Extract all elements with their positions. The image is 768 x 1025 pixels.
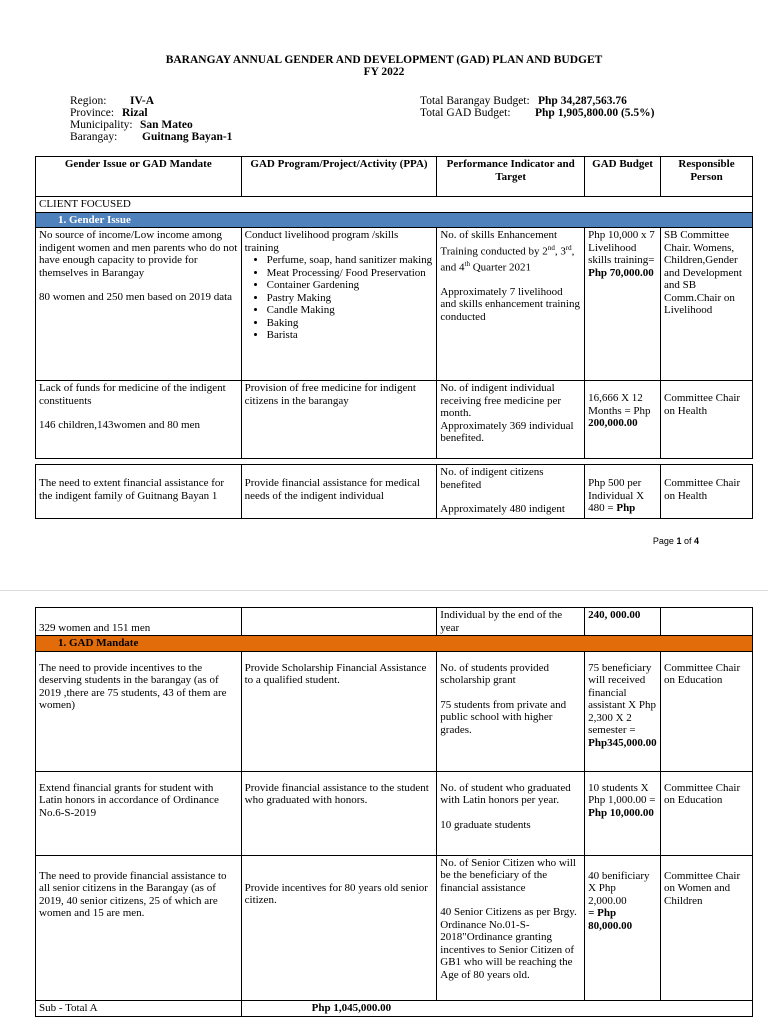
table-row: [36, 855, 753, 1000]
issue-cell: 329 women and 151 men: [36, 608, 242, 636]
budget-amount: 200,000.00: [588, 417, 638, 429]
list-item: • Pastry Making: [267, 292, 434, 305]
column-header: Performance Indicator and Target: [437, 157, 585, 197]
indicator-text: No. of indigent individual receiving free medicine per month.: [440, 382, 561, 419]
indicator-text: No. of skills Enhancement Training conducted by 2nd, 3rd, and 4th Quarter 2021: [440, 229, 575, 274]
municipality-value: San Mateo: [140, 119, 193, 131]
province-value: Rizal: [122, 107, 148, 119]
budget-text: Php 500 per Individual X 480 =: [588, 477, 645, 514]
budget-amount: Php 10,000.00: [588, 806, 654, 819]
table-row: [36, 651, 753, 771]
document-title: BARANGAY ANNUAL GENDER AND DEVELOPMENT (GAD) PLAN AND BUDGET: [165, 54, 603, 66]
issue-data: 80 women and 250 men based on 2019 data: [39, 291, 233, 303]
indicator-target: Approximately 7 livelihood and skills enhancement training conducted: [440, 285, 580, 323]
ppa-cell: [241, 608, 437, 636]
issue-cell: The need to extent financial assistance for the indigent family of Guitnang Bayan 1: [36, 465, 242, 519]
barangay-label: Barangay:: [70, 131, 118, 143]
indicator-cell: [437, 855, 585, 1000]
client-focused-row: [36, 197, 753, 213]
ppa-cell: Provide incentives for 80 years old senior citizen.: [241, 855, 437, 1000]
responsible-cell: SB Committee Chair. Womens, Children,Gender and Development and SB Comm.Chair on Livelihood: [661, 228, 753, 381]
ppa-cell: Provide financial assistance to the student who graduated with honors.: [241, 771, 437, 855]
budget-amount: Php345,000.00: [588, 736, 657, 749]
subtotal-label: Sub - Total A: [36, 1000, 242, 1016]
gad-plan-table: [35, 156, 753, 459]
table-row: [36, 465, 753, 519]
table-row: [36, 608, 753, 636]
list-item: • Perfume, soap, hand sanitizer making: [267, 254, 434, 267]
table-row: [36, 381, 753, 459]
indicator-target: 75 students from private and public school with higher grades.: [440, 698, 567, 736]
subtotal-value: Php 1,045,000.00: [241, 1000, 752, 1016]
list-item: • Baking: [267, 317, 434, 330]
fiscal-year: FY 2022: [363, 66, 405, 78]
budget-text: 16,666 X 12 Months = Php: [588, 392, 651, 417]
budget-info: [420, 95, 654, 119]
ppa-cell: [241, 228, 437, 381]
issue-text: No source of income/Low income among indigent women and men parents who do not have enough capacity to provide for themselves in Barangay: [39, 229, 238, 279]
gad-plan-table-continued: [35, 464, 753, 519]
indicator-text: No. of students provided scholarship grant: [440, 661, 550, 686]
budget-cell: 240, 000.00: [585, 608, 661, 636]
budget-cell: [585, 651, 661, 771]
indicator-cell: [437, 651, 585, 771]
gad-mandate-bar: [36, 636, 753, 652]
issue-cell: Extend financial grants for student with Latin honors in accordance of Ordinance No.6-S-2019: [36, 771, 242, 855]
location-info: [70, 95, 232, 143]
training-list: [245, 254, 434, 342]
list-item: • Meat Processing/ Food Preservation: [267, 267, 434, 280]
region-value: IV-A: [130, 95, 155, 107]
column-header: Gender Issue or GAD Mandate: [36, 157, 242, 197]
budget-cell: [585, 228, 661, 381]
responsible-cell: [661, 608, 753, 636]
budget-cell: [585, 771, 661, 855]
barangay-value: Guitnang Bayan-1: [142, 131, 233, 143]
ppa-cell: Provide financial assistance for medical needs of the indigent individual: [241, 465, 437, 519]
gender-issue-label: 1. Gender Issue: [36, 212, 753, 228]
indicator-text: No. of indigent citizens benefited: [440, 466, 544, 491]
table-row: [36, 771, 753, 855]
budget-cell: [585, 855, 661, 1000]
gender-issue-bar: [36, 212, 753, 228]
responsible-cell: Committee Chair on Education: [661, 651, 753, 771]
budget-text: 75 beneficiary will received financial assistant X Php 2,300 X 2 semester =: [588, 661, 656, 736]
subtotal-row: [36, 1000, 753, 1016]
page-number: Page 1 of 4: [652, 536, 699, 546]
issue-cell: [36, 381, 242, 459]
province-label: Province:: [70, 107, 115, 119]
region-label: Region:: [70, 95, 107, 107]
ppa-cell: Provision of free medicine for indigent citizens in the barangay: [241, 381, 437, 459]
budget-text: Php 10,000 x 7 Livelihood skills training=: [588, 229, 655, 266]
column-header: GAD Budget: [585, 157, 661, 197]
budget-amount: Php: [616, 502, 636, 514]
list-item: • Container Gardening: [267, 279, 434, 292]
issue-cell: [36, 228, 242, 381]
table-header-row: [36, 157, 753, 197]
document-page-2: [0, 590, 768, 1025]
indicator-text: No. of student who graduated with Latin honors per year.: [440, 781, 571, 806]
column-header: GAD Program/Project/Activity (PPA): [241, 157, 437, 197]
ppa-text: Conduct livelihood program /skills training: [244, 229, 399, 254]
budget-text: 40 benificiary X Php 2,000.00: [588, 869, 650, 907]
issue-text: Lack of funds for medicine of the indigent constituents: [39, 382, 226, 407]
budget-cell: [585, 381, 661, 459]
responsible-cell: Committee Chair on Education: [661, 771, 753, 855]
total-gad-label: Total GAD Budget:: [420, 107, 511, 119]
column-header: Responsible Person: [661, 157, 753, 197]
responsible-cell: Committee Chair on Health: [661, 465, 753, 519]
budget-amount: = Php 80,000.00: [588, 907, 633, 932]
indicator-cell: [437, 465, 585, 519]
indicator-cell: [437, 228, 585, 381]
budget-amount: Php 70,000.00: [588, 266, 654, 279]
client-focused-label: CLIENT FOCUSED: [36, 197, 753, 213]
issue-cell: The need to provide incentives to the deserving students in the barangay (as of 2019 ,there are 75 students, 43 of them are women): [36, 651, 242, 771]
municipality-label: Municipality:: [70, 119, 133, 131]
indicator-text: No. of Senior Citizen who will be the beneficiary of the financial assistance: [440, 856, 576, 894]
ppa-cell: Provide Scholarship Financial Assistance to a qualified student.: [241, 651, 437, 771]
indicator-target: Approximately 369 individual benefited.: [440, 419, 574, 444]
budget-text: 10 students X Php 1,000.00 =: [588, 781, 656, 806]
total-budget-label: Total Barangay Budget:: [420, 95, 530, 107]
responsible-text: Committee Chair on Health: [664, 392, 741, 417]
gad-plan-table-page2: [35, 607, 753, 1017]
indicator-target: 40 Senior Citizens as per Brgy. Ordinance No.01-S-2018"Ordinance granting incentives to Senior Citizen of GB1 who will be reaching the Age of 80 years old.: [440, 906, 577, 981]
list-item: • Barista: [267, 329, 434, 342]
responsible-cell: [661, 381, 753, 459]
list-item: • Candle Making: [267, 304, 434, 317]
gad-mandate-label: 1. GAD Mandate: [36, 636, 753, 652]
total-gad-value: Php 1,905,800.00 (5.5%): [535, 107, 655, 119]
responsible-cell: Committee Chair on Women and Children: [661, 855, 753, 1000]
total-budget-value: Php 34,287,563.76: [538, 95, 627, 107]
indicator-target: Approximately 480 indigent: [440, 503, 565, 515]
indicator-cell: [437, 381, 585, 459]
indicator-cell: Individual by the end of the year: [437, 608, 585, 636]
budget-cell: [585, 465, 661, 519]
issue-cell: The need to provide financial assistance to all senior citizens in the Barangay (as of 2019, 40 senior citizens, 25 of which are women and 15 are men.: [36, 855, 242, 1000]
issue-data: 146 children,143women and 80 men: [39, 419, 200, 431]
table-row: [36, 228, 753, 381]
indicator-target: 10 graduate students: [440, 818, 531, 831]
indicator-cell: [437, 771, 585, 855]
